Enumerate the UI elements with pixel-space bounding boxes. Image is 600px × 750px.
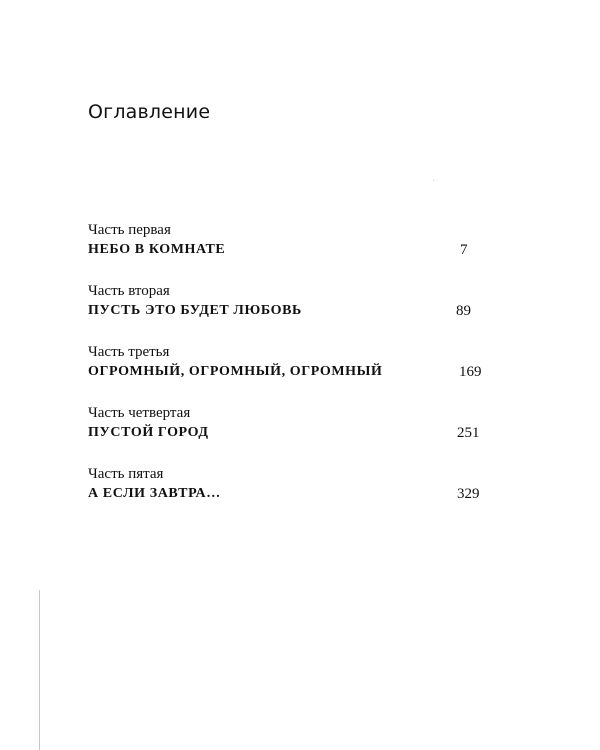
toc-heading: Оглавление [88,101,211,123]
page-number: 329 [457,486,480,502]
page-number: 89 [456,303,471,319]
scan-speck [433,180,434,181]
part-title: НЕБО В КОМНАТЕ [88,242,226,257]
part-title: ПУСТЬ ЭТО БУДЕТ ЛЮБОВЬ [88,303,302,318]
part-label: Часть вторая [88,283,170,299]
toc-entry [88,405,488,455]
part-title: ПУСТОЙ ГОРОД [88,425,209,440]
part-title: ОГРОМНЫЙ, ОГРОМНЫЙ, ОГРОМНЫЙ [88,364,383,379]
toc-entry [88,466,488,516]
part-label: Часть четвертая [88,405,191,421]
part-label: Часть пятая [88,466,164,482]
part-label: Часть третья [88,344,170,360]
part-title: А ЕСЛИ ЗАВТРА… [88,486,221,501]
part-label: Часть первая [88,222,171,238]
page-number: 251 [457,425,480,441]
scan-margin-line [39,590,40,750]
page-number: 7 [460,242,468,258]
toc-entry [88,222,488,272]
toc-entry [88,283,488,333]
page-number: 169 [459,364,482,380]
toc-entry [88,344,488,394]
